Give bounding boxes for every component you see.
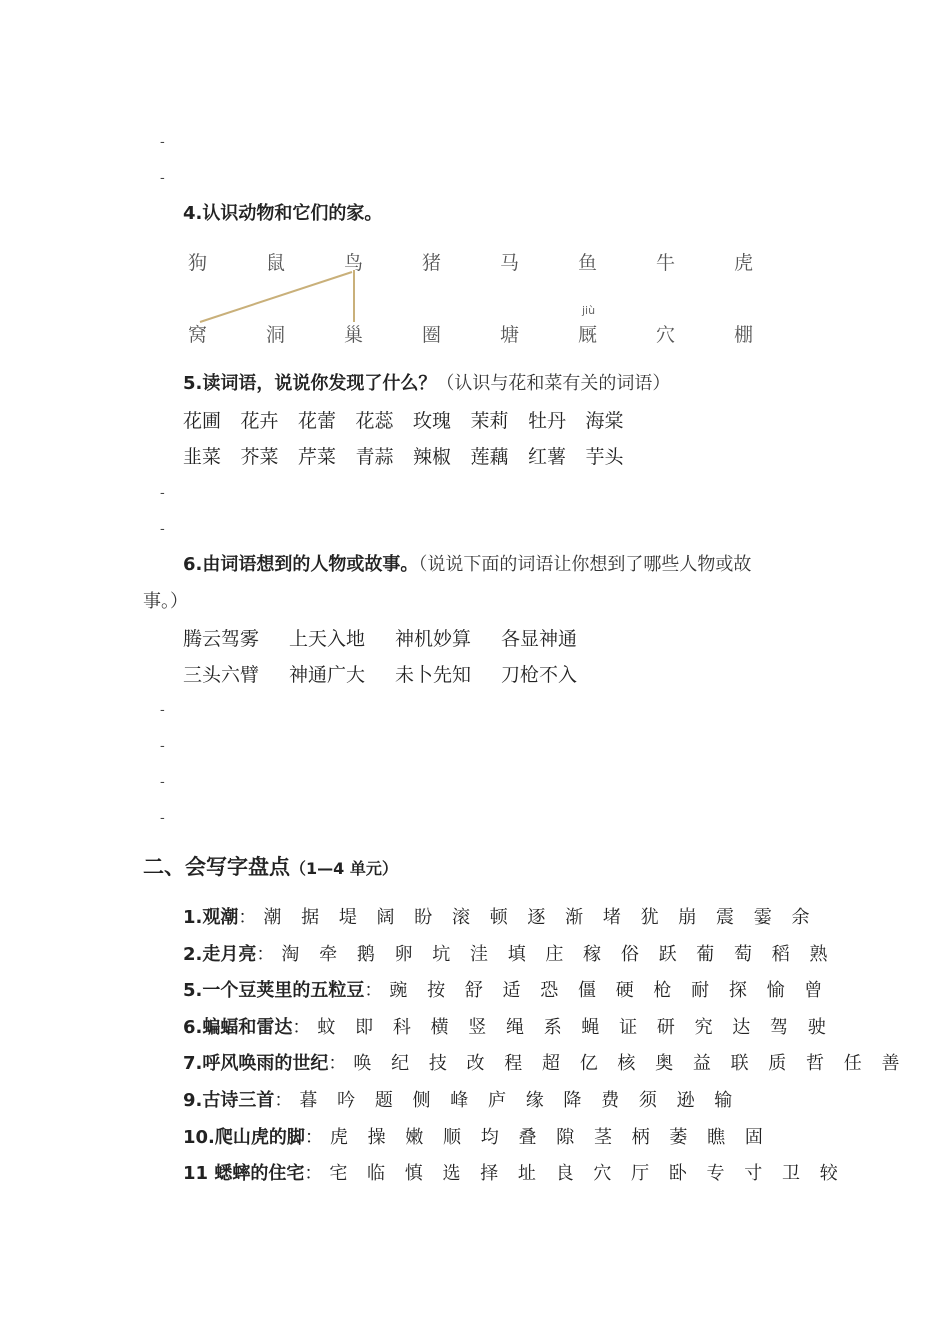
word: 牡丹 [528, 410, 567, 432]
question-number: 6. [183, 554, 203, 575]
home-label: 巢 [344, 324, 364, 346]
word: 各显神通 [501, 628, 578, 650]
word: 玫瑰 [413, 410, 452, 432]
pinyin-label: jiù [582, 304, 596, 317]
question-note: （认识与花和菜有关的词语） [436, 373, 671, 394]
word-row [183, 406, 643, 433]
lesson-line [183, 1159, 845, 1185]
word: 刀枪不入 [501, 664, 578, 686]
word: 花卉 [240, 410, 279, 432]
lesson-title: 10.爬山虎的脚 [183, 1127, 305, 1148]
animal-label: 鸟 [344, 252, 364, 274]
separator-dash: - [160, 810, 165, 826]
word-row [183, 660, 607, 687]
lesson-title: 5.一个豆荚里的五粒豆 [183, 980, 365, 1001]
lesson-characters: ：宅 临 慎 选 择 址 良 穴 厅 卧 专 寸 卫 较 [304, 1163, 845, 1184]
word: 花蕾 [298, 410, 337, 432]
home-label: 穴 [656, 324, 676, 346]
lesson-title: 1.观潮 [183, 907, 239, 928]
lesson-characters: ：潮 据 堤 阔 盼 滚 顿 逐 渐 堵 犹 崩 震 霎 余 [238, 907, 817, 928]
animal-label: 狗 [188, 252, 208, 274]
lesson-characters: ：豌 按 舒 适 恐 僵 硬 枪 耐 探 愉 曾 [364, 980, 830, 1001]
lesson-title: 11 蟋蟀的住宅 [183, 1163, 305, 1184]
separator-dash: - [160, 521, 165, 537]
question-title: 由词语想到的人物或故事。 [202, 554, 419, 575]
home-label: 棚 [734, 324, 754, 346]
word: 神通广大 [289, 664, 366, 686]
separator-dash: - [160, 485, 165, 501]
lesson-characters: ：蚊 即 科 横 竖 绳 系 蝇 证 研 究 达 驾 驶 [292, 1017, 833, 1038]
word: 花蕊 [355, 410, 394, 432]
animal-label: 鱼 [578, 252, 598, 274]
word: 茉莉 [470, 410, 509, 432]
separator-dash: - [160, 738, 165, 754]
home-label: 圈 [422, 324, 442, 346]
home-label: 厩 [578, 324, 598, 346]
word: 辣椒 [413, 446, 452, 468]
section-title: 二、会写字盘点 [143, 855, 290, 879]
word: 红薯 [528, 446, 567, 468]
lesson-title: 9.古诗三首 [183, 1090, 275, 1111]
word: 海棠 [585, 410, 624, 432]
separator-dash: - [160, 702, 165, 718]
home-label: 洞 [266, 324, 286, 346]
animal-home-matching-image [180, 236, 770, 354]
question-number: 4. [183, 203, 203, 224]
section-heading [143, 851, 398, 881]
animal-label: 牛 [656, 252, 676, 274]
word: 莲藕 [470, 446, 509, 468]
home-label: 塘 [500, 324, 520, 346]
word-row [183, 442, 643, 469]
lesson-title: 7.呼风唤雨的世纪 [183, 1053, 329, 1074]
lesson-characters: ：虎 操 嫩 顺 均 叠 隙 茎 柄 萎 瞧 固 [304, 1127, 770, 1148]
question-number: 5. [183, 373, 203, 394]
word: 腾云驾雾 [183, 628, 260, 650]
word: 花圃 [183, 410, 222, 432]
word: 韭菜 [183, 446, 222, 468]
lesson-line [183, 976, 829, 1002]
question-4 [183, 199, 382, 225]
question-title: 认识动物和它们的家。 [202, 203, 383, 224]
lesson-line [183, 1013, 833, 1039]
question-note: （说说下面的词语让你想到了哪些人物或故 [418, 554, 752, 575]
word: 上天入地 [289, 628, 366, 650]
lesson-title: 6.蝙蝠和雷达 [183, 1017, 293, 1038]
word: 神机妙算 [395, 628, 472, 650]
lesson-line [183, 1049, 906, 1075]
question-title: 读词语，说说你发现了什么？ [202, 373, 437, 394]
section-subtitle: （1—4 单元） [290, 859, 398, 878]
word-row [183, 624, 607, 651]
lesson-line [183, 940, 834, 966]
separator-dash: - [160, 170, 165, 186]
lesson-characters: ：暮 吟 题 侧 峰 庐 缘 降 费 须 逊 输 [274, 1090, 740, 1111]
question-note-continued: 事。） [143, 591, 188, 612]
lesson-characters: ：唤 纪 技 改 程 超 亿 核 奥 益 联 质 哲 任 善 [328, 1053, 907, 1074]
word: 芋头 [585, 446, 624, 468]
animal-label: 虎 [734, 252, 754, 274]
separator-dash: - [160, 134, 165, 150]
lesson-line [183, 1123, 770, 1149]
home-label: 窝 [188, 324, 208, 346]
lesson-line [183, 903, 816, 929]
word: 青蒜 [355, 446, 394, 468]
animal-label: 鼠 [266, 252, 286, 274]
animal-label: 猪 [422, 252, 442, 274]
question-6 [183, 550, 751, 576]
question-5 [183, 369, 670, 395]
lesson-title: 2.走月亮 [183, 944, 257, 965]
word: 芥菜 [240, 446, 279, 468]
word: 芹菜 [298, 446, 337, 468]
separator-dash: - [160, 774, 165, 790]
word: 未卜先知 [395, 664, 472, 686]
lesson-characters: ：淘 牵 鹅 卵 坑 洼 填 庄 稼 俗 跃 葡 萄 稻 熟 [256, 944, 835, 965]
lesson-line [183, 1086, 739, 1112]
word: 三头六臂 [183, 664, 260, 686]
animal-label: 马 [500, 252, 520, 274]
